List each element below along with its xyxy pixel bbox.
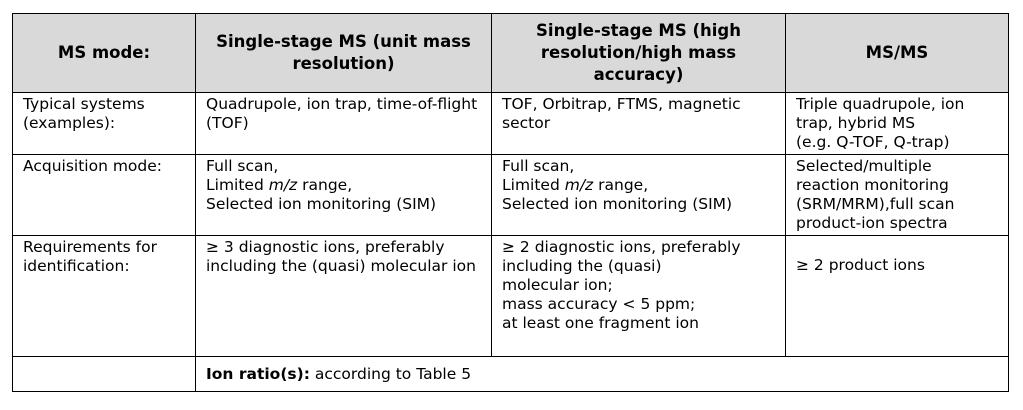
cell-requirements-msms: ≥ 2 product ions (786, 236, 1009, 357)
row-acquisition-mode (13, 155, 1009, 236)
text-line: Limited m/z range, (206, 176, 353, 194)
text-line: Selected/multiple (796, 157, 932, 175)
ms-criteria-table (12, 13, 1009, 392)
row-requirements (13, 236, 1009, 357)
text-line: molecular ion; (502, 276, 613, 294)
cell-typical-high-res: TOF, Orbitrap, FTMS, magnetic sector (492, 93, 786, 155)
label-acquisition-mode: Acquisition mode: (13, 155, 196, 236)
cell-typical-msms (786, 93, 1009, 155)
text-line: mass accuracy < 5 ppm; (502, 295, 696, 313)
text-line: Limited m/z range, (502, 176, 649, 194)
text-line: Selected ion monitoring (SIM) (502, 195, 733, 213)
cell-requirements-high-res (492, 236, 786, 357)
cell-acquisition-unit (196, 155, 492, 236)
mz-italic: m/z (564, 176, 594, 194)
text-line: (SRM/MRM),full scan (796, 195, 955, 213)
empty-cell (13, 357, 196, 392)
cell-acquisition-high-res (492, 155, 786, 236)
label-typical-systems: Typical systems (examples): (13, 93, 196, 155)
text-line: ≥ 2 diagnostic ions, preferably (502, 238, 741, 256)
row-ion-ratio (13, 357, 1009, 392)
text-line: including the (quasi) (502, 257, 662, 275)
text-line: Triple quadrupole, ion (796, 95, 965, 113)
text-line: trap, hybrid MS (796, 114, 916, 132)
header-ms-mode: MS mode: (13, 14, 196, 93)
row-typical-systems (13, 93, 1009, 155)
text-line: Selected ion monitoring (SIM) (206, 195, 437, 213)
header-row (13, 14, 1009, 93)
text-line: Full scan, (206, 157, 279, 175)
text-line: product-ion spectra (796, 214, 948, 232)
text-line: reaction monitoring (796, 176, 949, 194)
cell-typical-unit: Quadrupole, ion trap, time-of-flight (TOF) (196, 93, 492, 155)
cell-ion-ratio (196, 357, 1009, 392)
ion-ratio-label: Ion ratio(s): (206, 364, 310, 383)
text-line: Full scan, (502, 157, 575, 175)
label-requirements: Requirements for identification: (13, 236, 196, 357)
header-msms: MS/MS (786, 14, 1009, 93)
cell-acquisition-msms (786, 155, 1009, 236)
mz-italic: m/z (268, 176, 298, 194)
text-line: at least one fragment ion (502, 314, 699, 332)
header-single-stage-high-res: Single-stage MS (high resolution/high mass accuracy) (492, 14, 786, 93)
text-line: (e.g. Q-TOF, Q-trap) (796, 133, 950, 151)
ion-ratio-text: according to Table 5 (309, 364, 472, 383)
cell-requirements-unit: ≥ 3 diagnostic ions, preferably including the (quasi) molecular ion (196, 236, 492, 357)
header-single-stage-unit: Single-stage MS (unit mass resolution) (196, 14, 492, 93)
